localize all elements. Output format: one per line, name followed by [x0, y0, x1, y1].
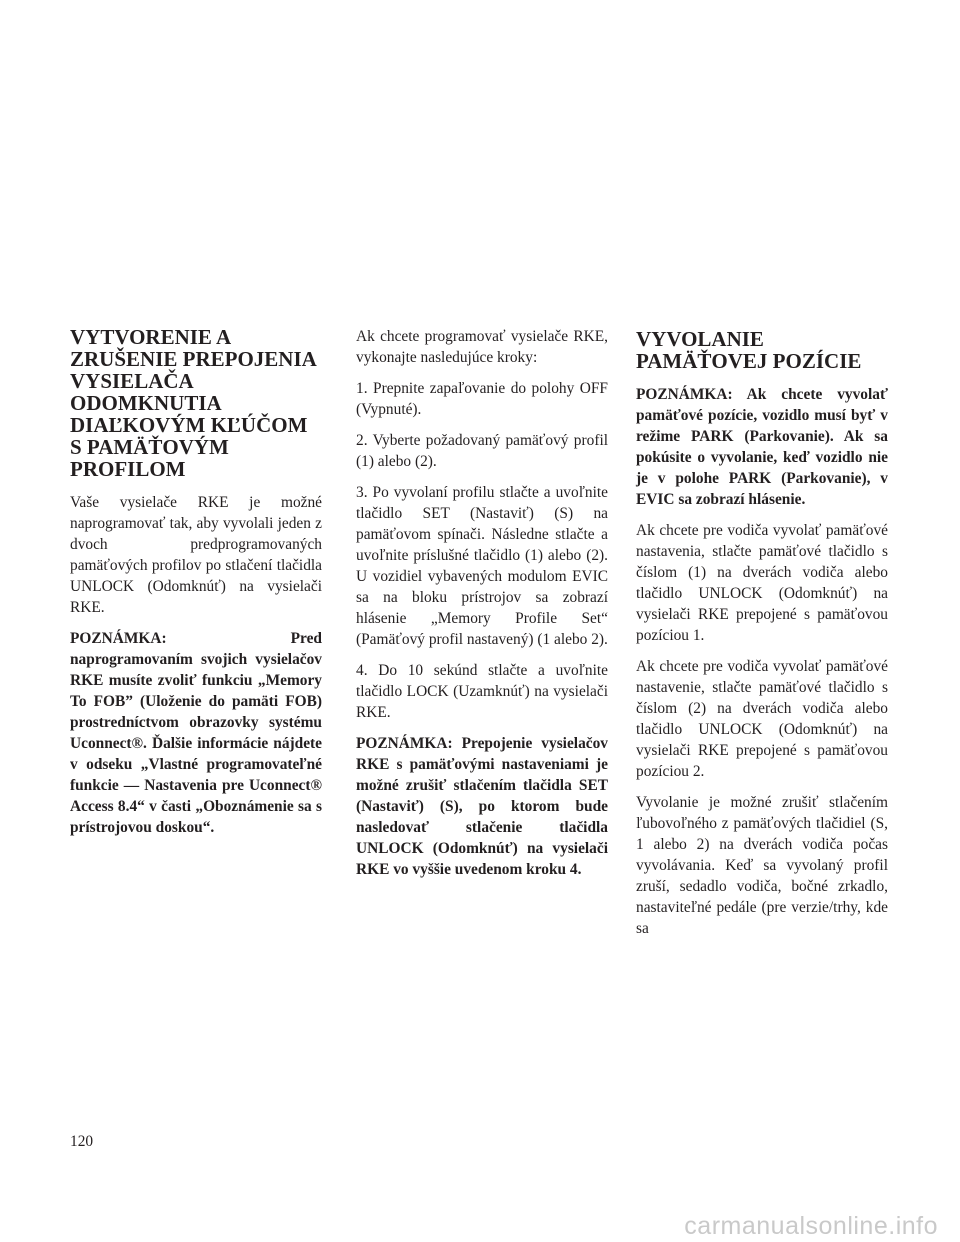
- middle-column: [356, 326, 608, 890]
- step-2: 2. Vyberte požadovaný pamäťový profil (1) alebo (2).: [356, 432, 608, 470]
- page-number: 120: [70, 1133, 94, 1150]
- watermark: carmanualsonline.info: [684, 1212, 938, 1240]
- step-1: 1. Prepnite zapaľovanie do polohy OFF (Vypnuté).: [356, 380, 608, 418]
- right-column: [636, 326, 888, 949]
- step-4: 4. Do 10 sekúnd stlačte a uvoľnite tlačidlo LOCK (Uzamknúť) na vysielači RKE.: [356, 662, 608, 721]
- paragraph-steps-intro: Ak chcete programovať vysielače RKE, vykonajte nasledujúce kroky:: [356, 328, 608, 366]
- paragraph-recall-2: Ak chcete pre vodiča vyvolať pamäťové nastavenie, stlačte pamäťové tlačidlo s číslom (2) na dverách vodiča alebo tlačidlo UNLOCK (Odomknúť) na vysielači RKE prepojené s pamäťovou pozíciou 2.: [636, 658, 888, 780]
- section-heading-memory-recall: VYVOLANIE PAMÄŤOVEJ POZÍCIE: [636, 327, 862, 373]
- section-heading-rke-link: VYTVORENIE A ZRUŠENIE PREPOJENIA VYSIELAČA ODOMKNUTIA DIAĽKOVÝM KĽÚČOM S PAMÄŤOVÝM PROFILOM: [70, 325, 316, 481]
- step-3: 3. Po vyvolaní profilu stlačte a uvoľnite tlačidlo SET (Nastaviť) (S) na pamäťovom spínači. Následne stlačte a uvoľnite príslušné tlačidlo (1) alebo (2). U vozidiel vybavených modulom EVIC sa na bloku prístrojov sa zobrazí hlásenie „Memory Profile Set“ (Pamäťový profil nastavený) (1 alebo 2).: [356, 484, 608, 648]
- note-memory-to-fob: POZNÁMKA: Pred naprogramovaním svojich vysielačov RKE musíte zvoliť funkciu „Memory To FOB” (Uloženie do pamäti FOB) prostredníctvom obrazovky systému Uconnect®. Ďalšie informácie nájdete v odseku „Vlastné programovateľné funkcie — Nastavenia pre Uconnect® Access 8.4“ v časti „Oboznámenie sa s prístrojovou doskou“.: [70, 630, 322, 836]
- note-unlink: POZNÁMKA: Prepojenie vysielačov RKE s pamäťovými nastaveniami je možné zrušiť stlačením tlačidla SET (Nastaviť) (S), po ktorom bude nasledovať stlačenie tlačidla UNLOCK (Odomknúť) na vysielači RKE vo vyššie uvedenom kroku 4.: [356, 735, 608, 878]
- paragraph-cancel-recall: Vyvolanie je možné zrušiť stlačením ľubovoľného z pamäťových tlačidiel (S, 1 alebo 2) na dverách vodiča počas vyvolávania. Keď sa vyvolaný profil zruší, sedadlo vodiča, bočné zrkadlo, nastaviteľné pedále (pre verzie/trhy, kde sa: [636, 794, 888, 937]
- left-column: [70, 326, 322, 848]
- paragraph-intro: Vaše vysielače RKE je možné naprogramovať tak, aby vyvolali jeden z dvoch predprogramovaných pamäťových profilov po stlačení tlačidla UNLOCK (Odomknúť) na vysielači RKE.: [70, 494, 322, 616]
- paragraph-recall-1: Ak chcete pre vodiča vyvolať pamäťové nastavenia, stlačte pamäťové tlačidlo s číslom (1) na dverách vodiča alebo tlačidlo UNLOCK (Odomknúť) na vysielači RKE prepojené s pamäťovou pozíciou 1.: [636, 522, 888, 644]
- note-park-mode: POZNÁMKA: Ak chcete vyvolať pamäťové pozície, vozidlo musí byť v režime PARK (Parkovanie). Ak sa pokúsite o vyvolanie, keď vozidlo nie je v polohe PARK (Parkovanie), v EVIC sa zobrazí hlásenie.: [636, 386, 888, 508]
